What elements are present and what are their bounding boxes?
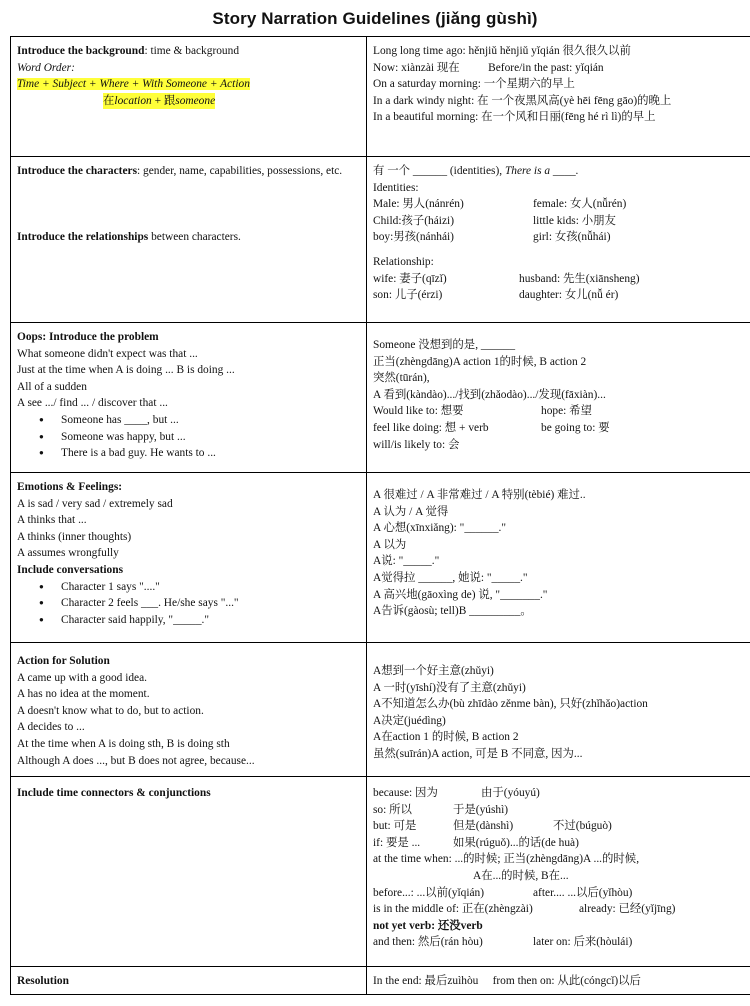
list-item: Just at the time when A is doing ... B is doing ... — [17, 364, 235, 377]
list-item: 虽然(suīrán)A action, 可是 B 不同意, 因为... — [373, 747, 583, 760]
table-row — [11, 157, 750, 323]
list-item: A 一时(yīshí)没有了主意(zhǔyi) — [373, 681, 526, 694]
list-item: 正当(zhèngdāng)A action 1的时候, B action 2 — [373, 355, 587, 368]
list-item: so: 所以 于是(yúshì) — [373, 803, 509, 816]
word-order-label: Word Order: — [17, 61, 75, 74]
emotions-cell — [11, 473, 367, 643]
table-row — [11, 473, 750, 643]
background-cell: Introduce the background: time & background Word Order: Time + Subject + Where + With Someone + Action 在location + 跟someone — [11, 37, 367, 157]
list-item: In a dark windy night: 在 一个夜黑风高(yè hēi fēng gāo)的晚上 — [373, 94, 672, 107]
word-order-chinese: 在location + 跟someone — [103, 93, 215, 110]
list-item: A came up with a good idea. — [17, 671, 148, 684]
list-item: A想到一个好主意(zhǔyi) — [373, 665, 494, 677]
characters-cell: Introduce the characters: gender, name, capabilities, possessions, etc. Introduce the relationships between characters. — [11, 157, 367, 323]
bullet-item: ● Character 2 feels ___. He/she says "..." — [17, 595, 360, 612]
characters-examples-cell: 有 一个 ______ (identities), There is a ____. Identities: Male: 男人(nánrén) female: 女人(nǚrén) Child:孩子(háizi) little kids: 小朋友 boy:男孩(nánhái) girl: 女孩(nǚhái) Relationship: wife: 妻子(qīzǐ) husband: 先生(xiānsheng) son: 儿子(érzi) daughter: 女儿(nǚ ér) — [367, 157, 750, 323]
list-item: wife: 妻子(qīzǐ) husband: 先生(xiānsheng) — [373, 272, 640, 285]
bullet-item: ● There is a bad guy. He wants to ... — [17, 445, 360, 462]
connectors-examples-cell — [367, 777, 750, 967]
connectors-label: Include time connectors & conjunctions — [17, 787, 211, 799]
bullet-item: ● Someone was happy, but ... — [17, 429, 360, 446]
bullet-item: ● Character 1 says "...." — [17, 579, 360, 596]
list-item: because: 因为 由于(yóuyú) — [373, 787, 540, 799]
list-item: A doesn't know what to do, but to action. — [17, 704, 204, 717]
table-row — [11, 323, 750, 473]
list-item: feel like doing: 想 + verb be going to: 要 — [373, 421, 610, 434]
list-item: will/is likely to: 会 — [373, 438, 460, 451]
list-item: Would like to: 想要 hope: 希望 — [373, 405, 592, 418]
list-item: Although A does ..., but B does not agree, because... — [17, 754, 255, 767]
list-item: A 看到(kàndào).../找到(zhǎodào).../发现(fāxiàn)... — [373, 388, 606, 401]
action-for-solution-label: Action for Solution — [17, 655, 110, 667]
list-item: A说: "_____." — [373, 555, 440, 568]
bullet-item: ● Character said happily, "_____." — [17, 612, 360, 629]
list-item: A在action 1 的时候, B action 2 — [373, 731, 519, 744]
resolution-label: Resolution — [17, 975, 69, 987]
table-row — [11, 967, 750, 995]
list-item: at the time when: ...的时候; 正当(zhèngdāng)A ...的时候, — [373, 853, 640, 866]
table-row — [11, 37, 750, 157]
list-item: A决定(juédìng) — [373, 714, 446, 727]
table-row — [11, 777, 750, 967]
list-item: is in the middle of: 正在(zhèngzài) already: 已经(yǐjīng) — [373, 903, 676, 916]
list-item: 突然(tūrán), — [373, 372, 430, 385]
list-item: A 很难过 / A 非常难过 / A 特别(tèbié) 难过.. — [373, 489, 586, 501]
list-item: A thinks that ... — [17, 514, 87, 527]
word-order-formula: Time + Subject + Where + With Someone + Action — [17, 78, 250, 91]
list-item: A thinks (inner thoughts) — [17, 530, 132, 543]
intro-background-label: Introduce the background — [17, 45, 145, 57]
solution-examples-cell — [367, 643, 750, 777]
list-item: A告诉(gàosù; tell)B _________。 — [373, 605, 532, 618]
list-item: boy:男孩(nánhái) girl: 女孩(nǚhái) — [373, 231, 611, 244]
list-item: A 心想(xīnxiǎng): "______." — [373, 522, 507, 535]
solution-cell — [11, 643, 367, 777]
list-item: before...: ...以前(yǐqián) after.... ...以后(yǐhòu) — [373, 886, 633, 899]
list-item: if: 要是 ... 如果(rúguǒ)...的话(de huà) — [373, 836, 579, 849]
list-item: A decides to ... — [17, 721, 85, 734]
list-item: A 高兴地(gāoxìng de) 说, "_______." — [373, 588, 548, 601]
list-item: A 认为 / A 觉得 — [373, 505, 449, 518]
list-item: A is sad / very sad / extremely sad — [17, 497, 173, 510]
list-item: Child:孩子(háizi) little kids: 小朋友 — [373, 214, 616, 227]
list-item: son: 儿子(érzi) daughter: 女儿(nǚ ér) — [373, 289, 619, 302]
problem-examples-cell — [367, 323, 750, 473]
list-item: At the time when A is doing sth, B is doing sth — [17, 737, 230, 750]
list-item: A assumes wrongfully — [17, 547, 119, 560]
list-item: and then: 然后(rán hòu) later on: 后来(hòulái) — [373, 936, 633, 949]
intro-characters-label: Introduce the characters — [17, 165, 137, 177]
list-item: Long long time ago: hěnjiǔ hěnjiǔ yǐqián 很久很久以前 — [373, 45, 631, 57]
list-item: Someone 没想到的是, ______ — [373, 339, 516, 351]
bullet-item: ● Someone has ____, but ... — [17, 412, 360, 429]
resolution-cell — [11, 967, 367, 995]
list-item: A see .../ find ... / discover that ... — [17, 397, 168, 410]
conversations-label: Include conversations — [17, 563, 124, 576]
emotions-label: Emotions & Feelings: — [17, 481, 123, 493]
list-item: A在...的时候, B在... — [473, 869, 569, 882]
resolution-examples-cell — [367, 967, 750, 995]
oops-label: Oops: — [17, 331, 47, 343]
list-item: Male: 男人(nánrén) female: 女人(nǚrén) — [373, 198, 627, 211]
problem-cell: Oops: Introduce the problem What someone didn't expect was that ... Just at the time when A is doing ... B is doing ... All of a sudden A see .../ find ... / discover that ... ● Someone has ____, but ... ● Someone was happy, but ... ● There is a bad guy. He wants to ... — [11, 323, 367, 473]
list-item: A has no idea at the moment. — [17, 688, 150, 701]
intro-relationships-label: Introduce the relationships — [17, 231, 149, 244]
background-examples-cell — [367, 37, 750, 157]
guidelines-table — [10, 36, 750, 995]
list-item: In the end: 最后zuìhòu from then on: 从此(cóngcǐ)以后 — [373, 975, 641, 987]
connectors-cell — [11, 777, 367, 967]
list-item: not yet verb: 还没verb — [373, 919, 483, 932]
list-item: All of a sudden — [17, 380, 87, 393]
list-item: A 以为 — [373, 538, 407, 551]
list-item: On a saturday morning: 一个星期六的早上 — [373, 78, 575, 91]
list-item: What someone didn't expect was that ... — [17, 347, 198, 360]
list-item: Now: xiànzài 现在 Before/in the past: yǐqián — [373, 61, 604, 74]
emotions-examples-cell — [367, 473, 750, 643]
list-item: but: 可是 但是(dànshì) 不过(búguò) — [373, 820, 612, 833]
list-item: In a beautiful morning: 在一个风和日丽(fēng hé rì lì)的早上 — [373, 111, 656, 124]
list-item: A觉得拉 ______, 她说: "_____." — [373, 571, 528, 584]
list-item: A不知道怎么办(bù zhīdào zěnme bàn), 只好(zhǐhǎo)action — [373, 698, 648, 711]
table-row — [11, 643, 750, 777]
page-title: Story Narration Guidelines (jiǎng gùshì) — [212, 9, 538, 28]
